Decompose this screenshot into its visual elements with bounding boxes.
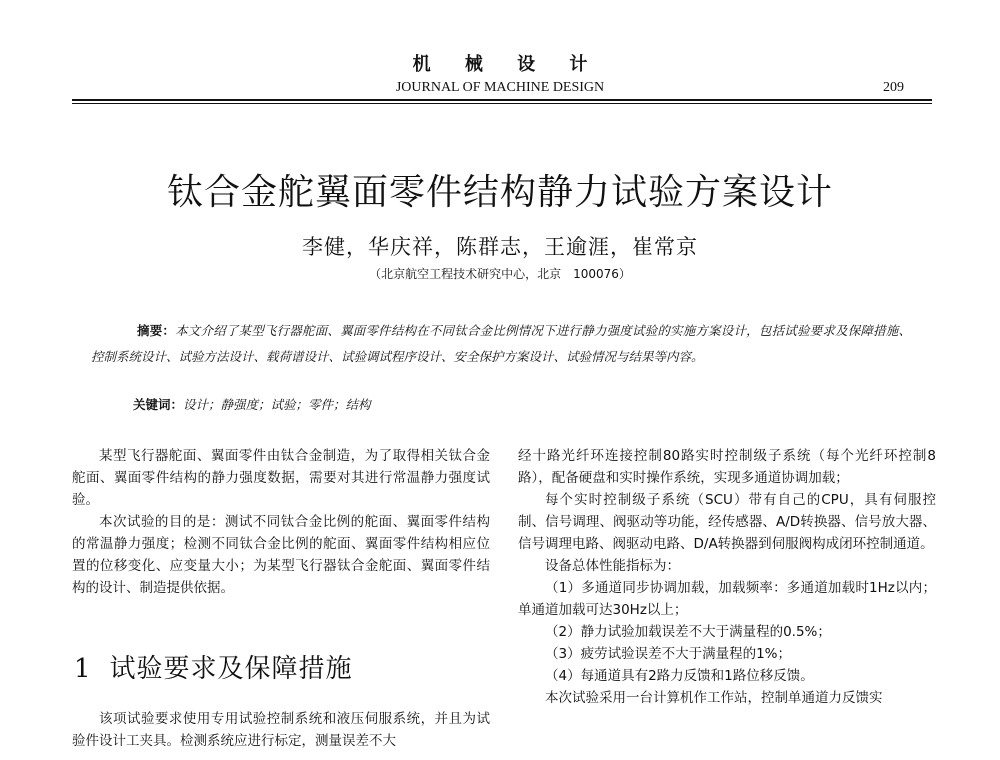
section-number: 1 (74, 654, 92, 684)
abstract-text: 本文介绍了某型飞行器舵面、翼面零件结构在不同钛合金比例情况下进行静力强度试验的实施方案设计，包括试验要求及保障措施、控制系统设计、试验方法设计、载荷谱设计、试验调试程序设计、安全保护方案设计、试验情况与结果等内容。 (91, 323, 911, 364)
list-item: （2）静力试验加载误差不大于满量程的0.5%； (545, 624, 831, 640)
page-number: 209 (883, 80, 904, 95)
paragraph: 本次试验的目的是：测试不同钛合金比例的舵面、翼面零件结构的常温静力强度；检测不同钛合金比例的舵面、翼面零件结构相应位置的位移变化、应变量大小；为某型飞行器钛合金舵面、翼面零件结构的设计、制造提供依据。 (72, 514, 490, 596)
keywords-text: 设计；静强度；试验；零件；结构 (183, 397, 371, 412)
keywords-label: 关键词： (133, 397, 184, 412)
paragraph: 设备总体性能指标为： (545, 558, 680, 574)
list-item: （1）多通道同步协调加载，加载频率：多通道加载时1Hz以内；单通道加载可达30Hz以上； (518, 580, 936, 618)
article-title: 钛合金舵翼面零件结构静力试验方案设计 (166, 172, 833, 213)
paragraph: 某型飞行器舵面、翼面零件由钛合金制造，为了取得相关钛合金舵面、翼面零件结构的静力强度数据，需要对其进行常温静力强度试验。 (72, 448, 490, 508)
section-title: 试验要求及保障措施 (109, 654, 353, 684)
journal-name-chinese: 机 械 设 计 (412, 54, 602, 75)
header-rule-thin (72, 103, 932, 104)
paragraph: 该项试验要求使用专用试验控制系统和液压伺服系统，并且为试验件设计工夹具。检测系统应进行标定，测量误差不大 (72, 711, 490, 749)
paragraph: 本次试验采用一台计算机作工作站，控制单通道力反馈实 (545, 690, 883, 706)
article-authors: 李健，华庆祥，陈群志，王逾涯，崔常京 (302, 235, 698, 259)
section-heading (74, 648, 353, 685)
abstract (91, 318, 911, 370)
right-column (518, 445, 936, 709)
author-affiliation: （北京航空工程技术研究中心，北京 100076） (369, 267, 631, 281)
paragraph: 每个实时控制级子系统（SCU）带有自己的CPU，具有伺服控制、信号调理、阀驱动等功能，经传感器、A/D转换器、信号放大器、信号调理电路、阀驱动电路、D/A转换器到伺服阀构成闭环控制通道。 (518, 492, 936, 552)
paragraph: 经十路光纤环连接控制80路实时控制级子系统（每个光纤环控制8路），配备硬盘和实时操作系统，实现多通道协调加载； (518, 448, 936, 486)
left-column-intro (72, 445, 490, 599)
left-column-section-body (72, 708, 490, 752)
list-item: （3）疲劳试验误差不大于满量程的1%； (545, 646, 792, 662)
list-item: （4）每通道具有2路力反馈和1路位移反馈。 (545, 668, 814, 684)
keywords (133, 395, 371, 413)
journal-name-english: JOURNAL OF MACHINE DESIGN (395, 80, 605, 95)
header-rule-thick (72, 99, 932, 101)
abstract-label: 摘要： (137, 323, 176, 338)
